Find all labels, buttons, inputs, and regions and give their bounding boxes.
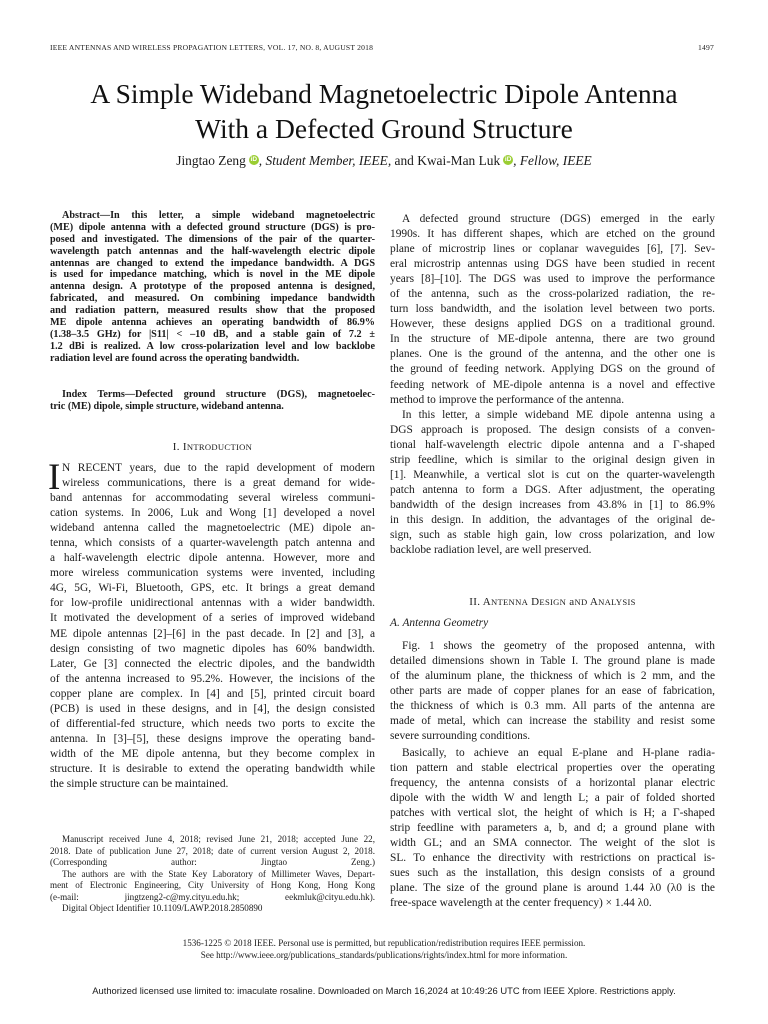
license-notice: Authorized licensed use limited to: imaculate rosaline. Downloaded on March 16,2024 at 10:49:26 UTC from IEEE Xplore. Restrictions apply.	[92, 985, 676, 996]
body-line: other parts are made of copper planes for an ease of fabrication,	[390, 685, 715, 698]
abstract-line: and radiation pattern, measured results show that the proposed	[50, 305, 375, 317]
abstract-line: Abstract—In this letter, a simple wideband magnetoelectric	[62, 210, 375, 221]
body-line: in this design. In addition, the advantages of the original de-	[390, 514, 715, 527]
body-line: more wireless communication systems were invented, including	[50, 567, 375, 580]
body-line: 1990s. It has different shapes, which are etched on the ground	[390, 228, 715, 241]
paper-title	[0, 76, 768, 146]
index-terms	[50, 389, 375, 413]
abstract-line: (ME) dipole antenna with a defected ground structure (DGS) is pro-	[50, 221, 375, 233]
abstract-line: 1.2 dBi is realized. A low cross-polarization level and low backlobe	[50, 340, 375, 352]
body-line: tional half-wavelength electric dipole antenna and a Γ-shaped	[390, 439, 715, 452]
body-line: A defected ground structure (DGS) emerged in the early	[402, 213, 715, 225]
section-heading-design: II. ANTENNA DESIGN aND ANALYSIS	[469, 596, 636, 608]
copyright-line-2: See http://www.ieee.org/publications_standards/publications/rights/index.html for more information.	[200, 949, 568, 960]
body-line: 4G, 5G, Wi-Fi, Bluetooth, GPS, etc. It brings a great demand	[50, 582, 375, 595]
body-line: turn loss bandwidth, and the isolation level between two ports.	[390, 303, 715, 316]
body-line: of the antenna, such as the cross-polarized radiation, the re-	[390, 288, 715, 301]
body-line: frequency, the antenna consists of a horizontal planar electric	[390, 777, 715, 790]
section-title: ANTENNA DESIGN aND ANALYSIS	[482, 596, 636, 608]
body-line: ME dipole antennas [2]–[6] in the past decade. In [2] and [3], a	[50, 627, 375, 640]
orcid-icon[interactable]: iD	[504, 156, 512, 163]
body-line: wideband antenna called the magnetoelectric (ME) dipole an-	[50, 522, 375, 535]
body-line: detailed dimensions shown in Table I. The ground plane is made	[390, 655, 715, 668]
body-line: [1]. Meanwhile, a vertical slot is cut on the quarter-wavelength	[390, 469, 715, 482]
contribution-paragraph	[390, 408, 715, 558]
body-line: DGS approach is proposed. The design consists of a conven-	[390, 424, 715, 437]
footnote-line: Digital Object Identifier 10.1109/LAWP.2018.2850890	[62, 903, 263, 913]
body-line: free-space wavelength at the center frequency) × 1.44 λ0.	[390, 897, 652, 910]
body-line: of the antenna increased to 95.2%. However, the incisions of the	[50, 672, 375, 685]
body-line: It motivated the development of a series of improved wideband	[50, 612, 375, 625]
abstract-line: (1.38–3.5 GHz) for |S11| < –10 dB, and a stable gain of 7.2 ±	[50, 328, 375, 340]
abstract-line: posed and investigated. The dimensions of the pair of the quarter-	[50, 233, 375, 245]
running-header: IEEE ANTENNAS AND WIRELESS PROPAGATION LETTERS, VOL. 17, NO. 8, AUGUST 2018	[50, 43, 374, 52]
author-list	[0, 152, 768, 169]
body-line: strip feedline, which is similar to the original design given in	[390, 454, 715, 467]
abstract	[50, 210, 375, 365]
index-terms-line: Index Terms—Defected ground structure (DGS), magnetoelec-	[62, 389, 375, 400]
body-line: patch antenna to form a DGS. After adjustment, the operating	[390, 484, 715, 497]
title-line-2: With a Defected Ground Structure	[195, 113, 573, 144]
copyright-notice	[0, 938, 768, 961]
body-line: In the structure of ME-dipole antenna, there are two ground	[390, 333, 715, 346]
dgs-paragraph	[390, 212, 715, 408]
body-line: bandwidth of the design increases from 43.8% in [1] to 86.9%	[390, 499, 715, 512]
body-line: eral microstrip antennas using DGS have been studied in recent	[390, 258, 715, 271]
geometry-paragraph	[390, 639, 715, 744]
abstract-line: wavelength patch antennas and the half-wavelength electric dipole	[50, 245, 375, 257]
footnotes	[50, 834, 375, 915]
body-line: of differential-fed structure, which needs two ports to excite the	[50, 717, 375, 730]
body-line: design consisting of two magnetic dipoles has 60% bandwidth.	[50, 642, 375, 655]
body-line: copper plane are complex. In [4] and [5], printed circuit board	[50, 687, 375, 700]
author-1-role: , Student Member, IEEE,	[258, 153, 392, 168]
body-line: antenna. In [3]–[5], these designs improve the operating band-	[50, 732, 375, 745]
orcid-icon[interactable]: iD	[250, 156, 258, 163]
body-line: tion pattern and stable electrical properties over the operating	[390, 762, 715, 775]
body-line: width GL; and an SMA connector. The weight of the slot is	[390, 837, 715, 850]
body-line: wireless communications, there is a great demand for wide-	[62, 477, 375, 490]
title-line-1: A Simple Wideband Magnetoelectric Dipole Antenna	[90, 78, 678, 109]
body-line: (PCB) is used in these designs, and in [4], the design consisted	[50, 702, 375, 715]
footnote-line: 2018. Date of publication June 27, 2018; date of current version August 2, 2018.	[50, 845, 375, 856]
index-terms-line: tric (ME) dipole, simple structure, wideband antenna.	[50, 400, 284, 412]
body-line: width of the ME dipole antenna, but they become complex in	[50, 747, 375, 760]
body-line: Basically, to achieve an equal E-plane and H-plane radia-	[402, 747, 715, 759]
footnote-line: Manuscript received June 4, 2018; revised June 21, 2018; accepted June 22,	[62, 834, 375, 844]
body-line: SL. To enhance the directivity with restrictions on practical is-	[390, 852, 715, 865]
body-line: strip feedline with parameters a, b, and d; a ground plane with	[390, 822, 715, 835]
author-2-role: , Fellow, IEEE	[513, 153, 592, 168]
body-line: sues such as the installation, this design consists of a ground	[390, 867, 715, 880]
body-line: backlobe radiation level, are well preserved.	[390, 544, 592, 557]
body-line: plane. The size of the ground plane is around 1.44 λ0 (λ0 is the	[390, 882, 715, 895]
abstract-line: fabricated, and measured. On combining impedance bandwidth	[50, 293, 375, 305]
body-line: feeding network of ME-dipole antenna is a novel and effective	[390, 378, 715, 391]
section-heading-introduction: I. INTRODUCTION	[172, 441, 253, 453]
body-line: In this letter, a simple wideband ME dipole antenna using a	[402, 409, 715, 421]
body-line: the ground of feeding network. Applying DGS on the ground of	[390, 363, 715, 376]
body-line: years [8]–[10]. The DGS was used to improve the performance	[390, 273, 715, 286]
body-line: plane of microstrip lines or coplanar waveguides [6], [7]. Sev-	[390, 243, 715, 256]
author-2-name: and Kwai-Man Luk	[391, 153, 501, 168]
drop-cap: I	[48, 457, 61, 498]
structure-paragraph	[390, 746, 715, 912]
abstract-line: antennas are changed to extend the impedance bandwidth. A DGS	[50, 257, 375, 269]
copyright-line-1: 1536-1225 © 2018 IEEE. Personal use is permitted, but republication/redistribution requires IEEE permission.	[182, 938, 586, 948]
body-line: Later, Ge [3] connected the electric dipoles, and the bandwidth	[50, 657, 375, 670]
body-line: method to improve the performance of the antenna.	[390, 393, 625, 406]
author-1-name: Jingtao Zeng	[176, 153, 246, 168]
body-line: made of metal, which can increase the stability and resist some	[390, 715, 715, 728]
body-line: However, these designs applied DGS on a traditional ground.	[390, 318, 715, 331]
body-line: the thickness of which is 0.3 mm. All parts of the antenna are	[390, 700, 715, 713]
body-line: severe surrounding conditions.	[390, 730, 531, 743]
introduction-body	[48, 457, 375, 792]
body-line: a half-wavelength electric dipole antenna. However, more and	[50, 552, 375, 565]
body-line: patches with vertical slot, the height of which is H; a Γ-shaped	[390, 807, 715, 820]
body-line: sign, such as stable high gain, low cross polarization, and low	[390, 529, 715, 542]
body-line: band antennas for accommodating several wireless communi-	[50, 492, 375, 505]
section-title: INTRODUCTION	[182, 441, 253, 453]
page-number: 1497	[698, 43, 714, 52]
abstract-line: radiation level are found across the operating bandwidth.	[50, 352, 300, 364]
footnote-line: (e-mail: jingtzeng2-c@my.cityu.edu.hk; eekmluk@cityu.edu.hk).	[50, 891, 375, 902]
body-line: cation systems. In 2006, Luk and Wong [1] developed a novel	[50, 507, 375, 520]
subsection-heading: A. Antenna Geometry	[390, 617, 489, 629]
body-line: Fig. 1 shows the geometry of the proposed antenna, with	[402, 640, 715, 652]
abstract-line: antenna design. A prototype of the proposed antenna is designed,	[50, 281, 375, 293]
footnote-line: The authors are with the State Key Laboratory of Millimeter Waves, Depart-	[62, 868, 375, 879]
body-line: the simple structure can be maintained.	[50, 777, 229, 790]
footnote-line: ment of Electronic Engineering, City University of Hong Kong, Hong Kong	[50, 880, 375, 890]
body-line: N RECENT years, due to the rapid development of modern	[62, 462, 375, 474]
body-line: dipole with the width W and length L; a pair of folded shorted	[390, 792, 715, 805]
footnote-line: (Corresponding author: Jingtao Zeng.)	[50, 857, 375, 867]
body-line: tenna, which consists of a quarter-wavelength patch antenna and	[50, 537, 375, 550]
abstract-line: is used for impedance matching, which is novel in the ME dipole	[50, 269, 375, 281]
body-line: structure. It is desirable to extend the operating bandwidth while	[50, 762, 375, 775]
body-line: planes. One is the ground of the antenna, and the other one is	[390, 348, 715, 361]
body-line: of the aluminum plane, the thickness of which is 2 mm, and the	[390, 670, 715, 683]
abstract-line: ME dipole antenna achieves an operating bandwidth of 86.9%	[50, 317, 375, 329]
body-line: for low-profile unidirectional antennas with a wider bandwidth.	[50, 597, 375, 610]
